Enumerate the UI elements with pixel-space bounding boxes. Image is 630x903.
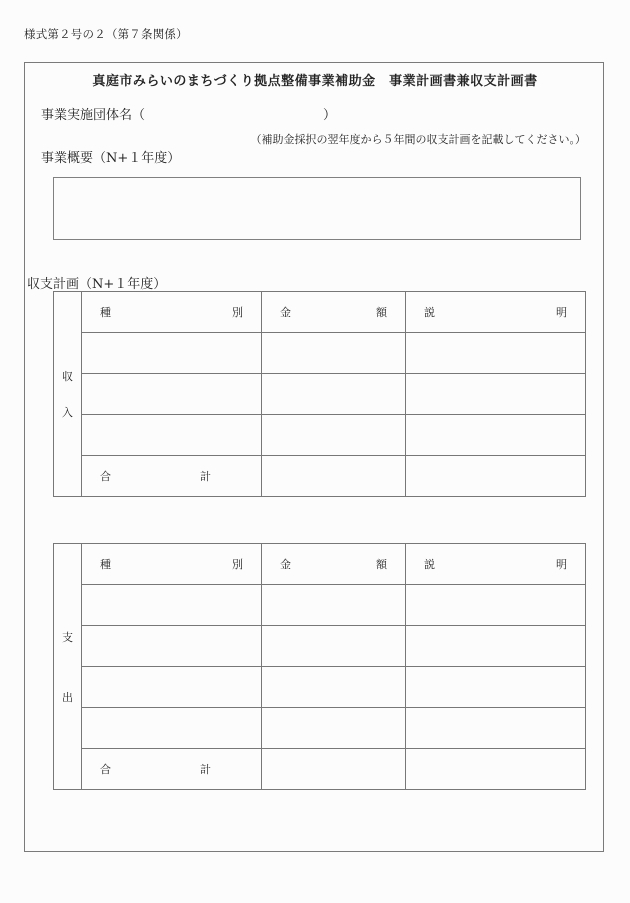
- expense-amount-input[interactable]: [262, 585, 405, 625]
- expense-total-amount-input[interactable]: [262, 749, 405, 789]
- income-amount-input[interactable]: [262, 333, 405, 373]
- header-amount: [262, 544, 406, 585]
- expense-description-input[interactable]: [406, 626, 585, 666]
- header-description-char-2: 明: [556, 306, 567, 319]
- income-header-row: [54, 292, 586, 333]
- header-amount-char-1: 金: [280, 306, 291, 319]
- form-number: 様式第２号の２（第７条関係）: [24, 27, 188, 41]
- income-side-char-1: 収: [62, 370, 73, 383]
- expense-type-input[interactable]: [82, 667, 261, 707]
- header-type: [82, 292, 262, 333]
- header-type-char-1: 種: [100, 306, 111, 319]
- expense-side-char-1: 支: [62, 630, 73, 644]
- summary-textarea[interactable]: [53, 177, 581, 240]
- income-type-input[interactable]: [82, 374, 261, 414]
- expense-table: [53, 543, 586, 790]
- table-row: [54, 374, 586, 415]
- expense-total-row: [54, 749, 586, 790]
- income-amount-input[interactable]: [262, 415, 405, 455]
- income-type-input[interactable]: [82, 415, 261, 455]
- header-amount-char-2: 額: [376, 306, 387, 319]
- expense-amount-input[interactable]: [262, 708, 405, 748]
- income-description-input[interactable]: [406, 374, 585, 414]
- table-row: [54, 415, 586, 456]
- table-row: [54, 333, 586, 374]
- header-type-char-1: 種: [100, 558, 111, 571]
- expense-amount-input[interactable]: [262, 667, 405, 707]
- total-char-1: 合: [100, 763, 111, 776]
- organization-close-paren: ）: [323, 108, 337, 123]
- income-total-row: [54, 456, 586, 497]
- income-total-label: [82, 456, 262, 497]
- header-description-char-1: 説: [424, 306, 435, 319]
- income-amount-input[interactable]: [262, 374, 405, 414]
- header-description: [406, 292, 586, 333]
- summary-label: 事業概要（N+１年度）: [41, 151, 181, 166]
- header-amount: [262, 292, 406, 333]
- expense-amount-input[interactable]: [262, 626, 405, 666]
- expense-type-input[interactable]: [82, 708, 261, 748]
- header-description-char-2: 明: [556, 558, 567, 571]
- table-row: [54, 585, 586, 626]
- income-side-label: [54, 292, 82, 497]
- income-description-input[interactable]: [406, 415, 585, 455]
- income-total-description-input[interactable]: [406, 456, 585, 496]
- table-row: [54, 667, 586, 708]
- expense-type-input[interactable]: [82, 585, 261, 625]
- header-type: [82, 544, 262, 585]
- expense-header-row: [54, 544, 586, 585]
- expense-type-input[interactable]: [82, 626, 261, 666]
- total-char-1: 合: [100, 470, 111, 483]
- income-table: [53, 291, 586, 497]
- header-type-char-2: 別: [232, 306, 243, 319]
- expense-description-input[interactable]: [406, 585, 585, 625]
- table-row: [54, 626, 586, 667]
- header-amount-char-2: 額: [376, 558, 387, 571]
- expense-description-input[interactable]: [406, 667, 585, 707]
- organization-name-input[interactable]: [160, 103, 324, 123]
- expense-total-description-input[interactable]: [406, 749, 585, 789]
- income-side-char-2: 入: [62, 406, 73, 419]
- income-total-amount-input[interactable]: [262, 456, 405, 496]
- expense-side-label: [54, 544, 82, 790]
- header-description-char-1: 説: [424, 558, 435, 571]
- expense-side-char-2: 出: [62, 690, 73, 704]
- header-type-char-2: 別: [232, 558, 243, 571]
- income-type-input[interactable]: [82, 333, 261, 373]
- header-amount-char-1: 金: [280, 558, 291, 571]
- expense-total-label: [82, 749, 262, 790]
- income-description-input[interactable]: [406, 333, 585, 373]
- table-row: [54, 708, 586, 749]
- organization-label: 事業実施団体名（: [41, 108, 146, 123]
- expense-description-input[interactable]: [406, 708, 585, 748]
- total-char-2: 計: [200, 763, 211, 776]
- instruction-note: （補助金採択の翌年度から５年間の収支計画を記載してください。）: [250, 133, 586, 146]
- header-description: [406, 544, 586, 585]
- budget-plan-label: 収支計画（N+１年度）: [27, 277, 167, 292]
- total-char-2: 計: [200, 470, 211, 483]
- document-title: 真庭市みらいのまちづくり拠点整備事業補助金 事業計画書兼収支計画書: [92, 74, 538, 89]
